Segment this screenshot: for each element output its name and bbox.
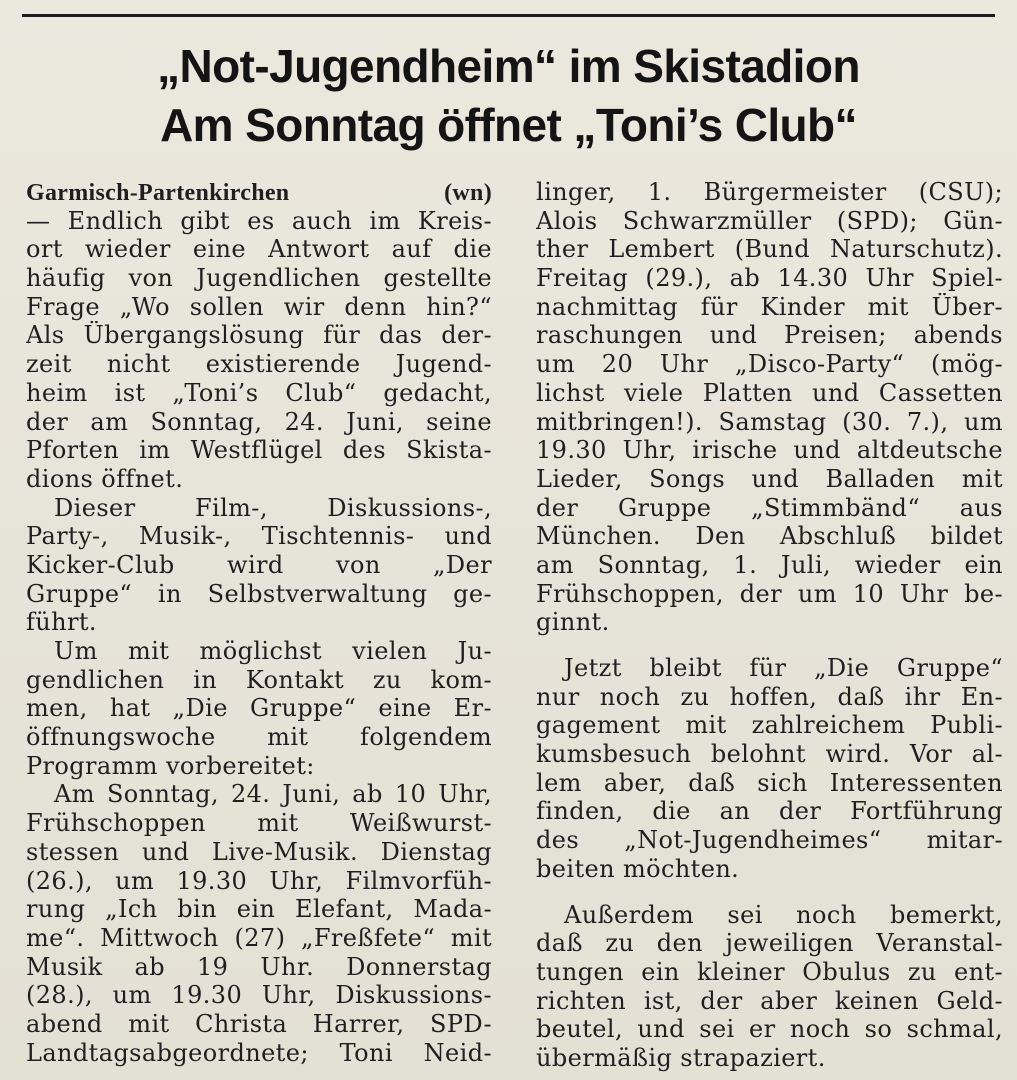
- text-line: richten ist, der aber keinen Geld-: [536, 986, 1003, 1015]
- text-line: ort wieder eine Antwort auf die: [26, 235, 492, 264]
- text-line: Um mit möglichst vielen Ju-: [54, 637, 492, 665]
- text-line: um 20 Uhr „Disco-Party“ (mög-: [536, 350, 1003, 379]
- text-line: München. Den Abschluß bildet: [536, 522, 1003, 551]
- text-line: me“. Mittwoch (27) „Freßfete“ mit: [26, 923, 492, 952]
- text-line: Dieser Film-, Diskussions-,: [54, 493, 492, 522]
- article-column-left: [26, 178, 492, 1067]
- text-line: mitbringen!). Samstag (30. 7.), um: [536, 407, 1003, 436]
- text-line: heim ist „Toni’s Club“ gedacht,: [26, 378, 492, 407]
- text-line: gagement mit zahlreichem Publi-: [536, 711, 1003, 740]
- text-line: beiten möchten.: [536, 854, 740, 883]
- text-line: 19.30 Uhr, irische und altdeutsche: [536, 436, 1003, 465]
- text-line: Gruppe“ in Selbstverwaltung ge-: [26, 579, 492, 608]
- text-line: Musik ab 19 Uhr. Donnerstag: [26, 952, 492, 981]
- text-line: — Endlich gibt es auch im Kreis-: [26, 206, 492, 235]
- text-line: Jetzt bleibt für „Die Gruppe“: [564, 654, 1003, 682]
- text-line: nachmittag für Kinder mit Über-: [536, 292, 1003, 321]
- text-line: der Gruppe „Stimmbänd“ aus: [536, 493, 1003, 522]
- text-line: Außerdem sei noch bemerkt,: [564, 900, 1003, 929]
- dateline-source: (wn): [444, 180, 492, 206]
- text-line: Party-, Musik-, Tischtennis- und: [26, 522, 492, 551]
- text-line: Landtagsabgeordnete; Toni Neid-: [26, 1038, 492, 1067]
- text-line: der am Sonntag, 24. Juni, seine: [26, 407, 492, 436]
- top-rule: [22, 14, 995, 17]
- text-line: raschungen und Preisen; abends: [536, 321, 1003, 350]
- text-line: men, hat „Die Gruppe“ eine Er-: [26, 694, 492, 723]
- text-line: Am Sonntag, 24. Juni, ab 10 Uhr,: [54, 780, 492, 809]
- text-line: am Sonntag, 1. Juli, wieder ein: [536, 550, 1003, 579]
- text-line: Frühschoppen mit Weißwurst-: [26, 809, 492, 838]
- text-line: beutel, und sei er noch so schmal,: [536, 1015, 1003, 1044]
- text-line: Alois Schwarzmüller (SPD); Gün-: [536, 206, 1003, 235]
- text-line: finden, die an der Fortführung: [536, 797, 1003, 826]
- text-line: Frage „Wo sollen wir denn hin?“: [26, 292, 492, 321]
- text-line: lem aber, daß sich Interessenten: [536, 768, 1003, 797]
- text-line: Freitag (29.), ab 14.30 Uhr Spiel-: [536, 264, 1003, 293]
- text-line: linger, 1. Bürgermeister (CSU);: [536, 178, 1003, 206]
- dateline: [26, 178, 492, 207]
- text-line: kumsbesuch belohnt wird. Vor al-: [536, 740, 1003, 769]
- text-line: gendlichen in Kontakt zu kom-: [26, 665, 492, 694]
- text-line: des „Not-Jugendheimes“ mitar-: [536, 826, 1003, 855]
- text-line: Lieder, Songs und Balladen mit: [536, 464, 1003, 493]
- text-line: Als Übergangslösung für das der-: [26, 321, 492, 350]
- text-line: zeit nicht existierende Jugend-: [26, 350, 492, 379]
- text-line: häufig von Jugendlichen gestellte: [26, 264, 492, 293]
- text-line: tungen ein kleiner Obulus zu ent-: [536, 957, 1003, 986]
- dateline-place: Garmisch-Partenkirchen: [26, 180, 290, 206]
- text-line: nur noch zu hoffen, daß ihr En-: [536, 682, 1003, 711]
- text-line: Pforten im Westflügel des Skista-: [26, 436, 492, 465]
- text-line: (28.), um 19.30 Uhr, Diskussions-: [26, 981, 492, 1010]
- text-line: stessen und Live-Musik. Dienstag: [26, 837, 492, 866]
- text-line: Kicker-Club wird von „Der: [26, 550, 492, 579]
- text-line: öffnungswoche mit folgendem: [26, 723, 492, 752]
- text-line: ginnt.: [536, 608, 610, 637]
- headline-line-1: „Not-Jugendheim“ im Skistadion: [157, 40, 860, 92]
- text-line: Programm vorbereitet:: [26, 751, 315, 780]
- text-line: rung „Ich bin ein Elefant, Mada-: [26, 895, 492, 924]
- text-line: (26.), um 19.30 Uhr, Filmvorfüh-: [26, 866, 492, 895]
- headline-line-2: Am Sonntag öffnet „Toni’s Club“: [160, 99, 857, 151]
- text-line: führt.: [26, 608, 97, 637]
- text-line: daß zu den jeweiligen Veranstal-: [536, 929, 1003, 958]
- article-column-right: [536, 178, 1003, 1073]
- text-line: abend mit Christa Harrer, SPD-: [26, 1009, 492, 1038]
- text-line: ther Lembert (Bund Naturschutz).: [536, 235, 1003, 264]
- text-line: Frühschoppen, der um 10 Uhr be-: [536, 579, 1003, 608]
- text-line: übermäßig strapaziert.: [536, 1043, 826, 1072]
- text-line: lichst viele Platten und Cassetten: [536, 378, 1003, 407]
- text-line: dions öffnet.: [26, 464, 184, 493]
